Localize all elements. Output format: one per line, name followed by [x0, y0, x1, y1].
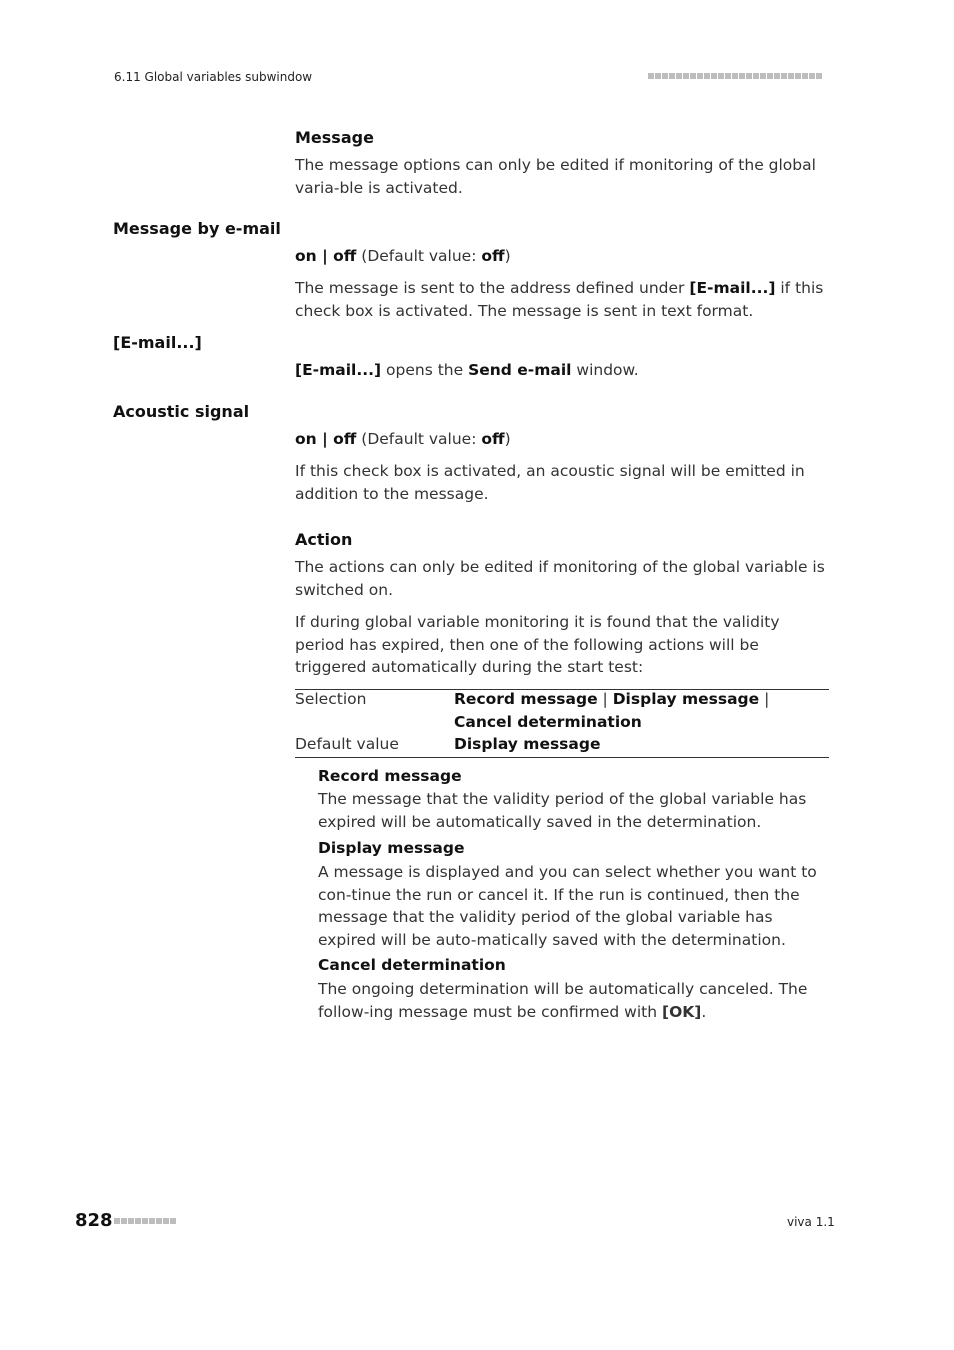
selection-options	[454, 688, 829, 733]
message-by-email-description	[295, 277, 829, 322]
page-number: 828	[75, 1210, 113, 1231]
definition-description: The message that the validity period of the global variable has expired will be automatically saved in the determination.	[318, 790, 807, 831]
email-button-description	[295, 359, 829, 382]
message-by-email-options	[295, 245, 829, 268]
option-record-message: Record message	[454, 690, 598, 708]
desc-text: window.	[571, 361, 639, 379]
desc-text: opens the	[381, 361, 469, 379]
default-suffix: )	[504, 430, 511, 448]
running-header: 6.11 Global variables subwindow	[114, 70, 313, 84]
table-bottom-rule	[295, 757, 829, 758]
send-email-window-reference: Send e-mail	[468, 361, 572, 379]
on-off-options: on | off	[295, 430, 357, 448]
message-by-email-label: Message by e-mail	[113, 219, 281, 238]
default-suffix: )	[504, 247, 511, 265]
default-prefix: (Default value:	[356, 430, 482, 448]
acoustic-signal-label: Acoustic signal	[113, 402, 250, 421]
acoustic-signal-options	[295, 428, 829, 451]
header-decoration	[648, 73, 822, 79]
option-separator: |	[759, 690, 770, 708]
default-value: Display message	[454, 735, 601, 753]
footer-decoration	[114, 1218, 176, 1224]
email-button-label: [E-mail...]	[113, 333, 202, 352]
default-value: off	[481, 430, 505, 448]
definition-term: Display message	[318, 839, 465, 857]
desc-text: The message is sent to the address defined under	[295, 279, 690, 297]
ok-button-reference: [OK]	[662, 1002, 702, 1021]
default-prefix: (Default value:	[356, 247, 482, 265]
email-reference: [E-mail...]	[689, 279, 776, 297]
on-off-options: on | off	[295, 247, 357, 265]
definition-description: A message is displayed and you can select whether you want to con-tinue the run or cancel it. If the run is continued, then the message that the validity period of the global variable has expired will be auto-matically saved with the determination.	[318, 863, 817, 949]
desc-text: .	[701, 1002, 707, 1021]
desc-text: The ongoing determination will be automatically canceled. The follow-ing message must be confirmed with	[318, 980, 808, 1021]
acoustic-signal-description: If this check box is activated, an acoustic signal will be emitted in addition to the message.	[295, 462, 805, 503]
email-reference: [E-mail...]	[295, 361, 382, 379]
desc-text: if this check box is activated. The message is sent in text format.	[295, 279, 824, 320]
action-heading: Action	[295, 530, 353, 549]
message-heading: Message	[295, 128, 374, 147]
option-separator: |	[597, 690, 613, 708]
option-display-message: Display message	[612, 690, 760, 708]
default-value-label: Default value	[295, 735, 399, 753]
definition-term: Cancel determination	[318, 956, 506, 974]
product-version: viva 1.1	[787, 1215, 835, 1229]
selection-label: Selection	[295, 690, 367, 708]
default-value: off	[481, 247, 505, 265]
action-intro-2: If during global variable monitoring it is found that the validity period has expired, then one of the following actions will be triggered automatically during the start test:	[295, 613, 780, 676]
action-intro-1: The actions can only be edited if monitoring of the global variable is switched on.	[295, 558, 825, 599]
definition-description	[318, 978, 829, 1023]
option-cancel-determination: Cancel determination	[454, 712, 642, 731]
definition-term: Record message	[318, 767, 462, 785]
message-intro: The message options can only be edited if monitoring of the global varia-ble is activated.	[295, 156, 816, 197]
